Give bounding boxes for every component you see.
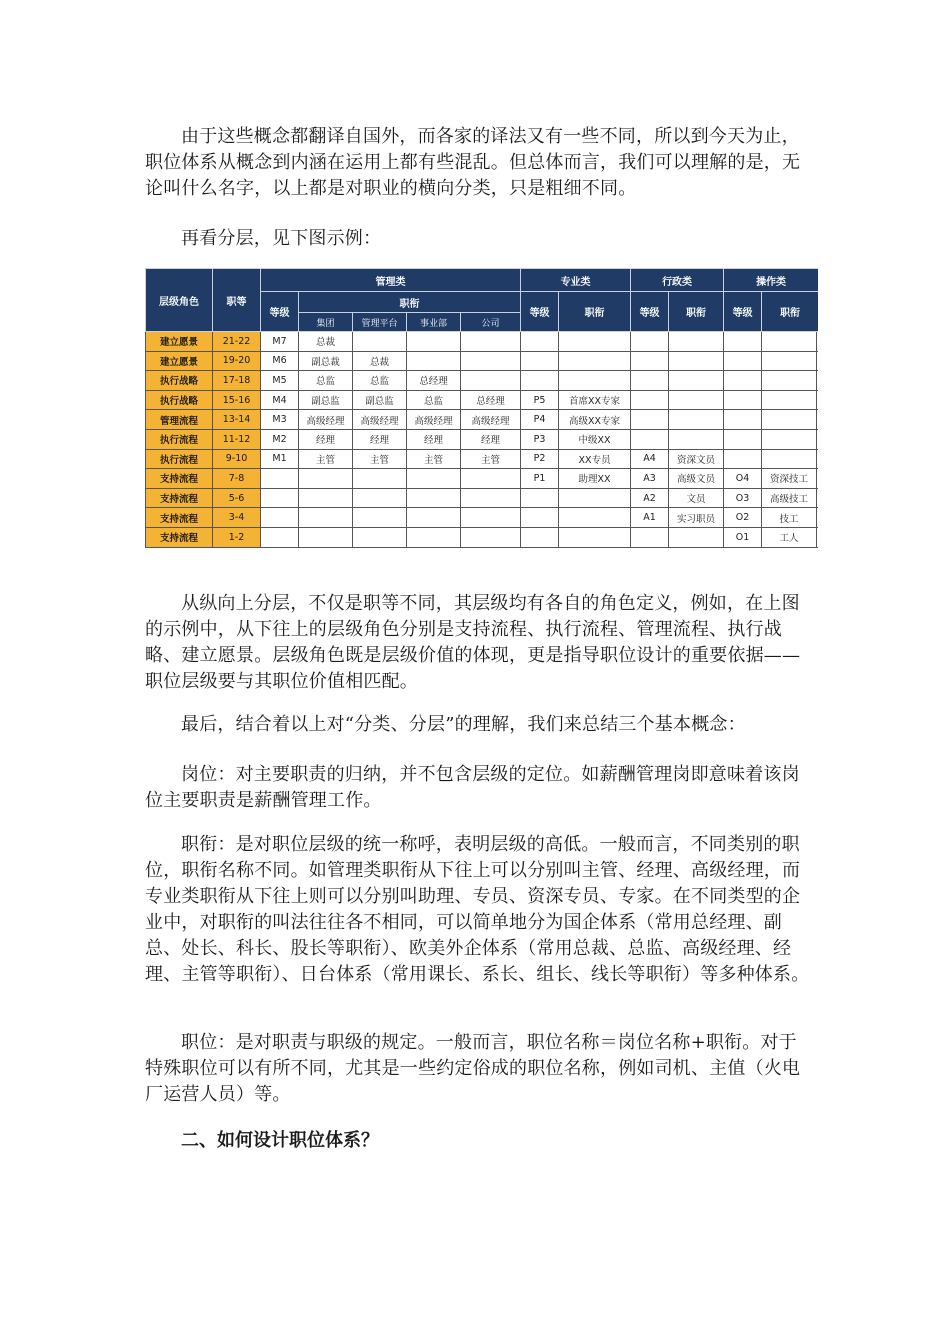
table-cell: 首席XX专家 bbox=[559, 390, 631, 410]
table-cell bbox=[559, 527, 631, 547]
role-cell: 执行战略 bbox=[146, 371, 213, 391]
table-cell: 副总裁 bbox=[299, 351, 353, 371]
header-group: 集团 bbox=[299, 313, 353, 332]
table-cell: 总裁 bbox=[299, 332, 353, 352]
role-cell: 建立愿景 bbox=[146, 332, 213, 352]
table-cell bbox=[724, 332, 762, 352]
table-row bbox=[146, 371, 819, 391]
table-cell bbox=[559, 508, 631, 528]
table-cell bbox=[724, 351, 762, 371]
table-cell: 主管 bbox=[353, 449, 407, 469]
table-cell bbox=[353, 332, 407, 352]
table-cell bbox=[461, 508, 521, 528]
table-cell: 高级技工 bbox=[762, 488, 817, 508]
table-cell: 总监 bbox=[299, 371, 353, 391]
table-cell bbox=[631, 410, 669, 430]
table-cell: 经理 bbox=[353, 429, 407, 449]
table-cell bbox=[461, 371, 521, 391]
header-rank: 职等 bbox=[213, 269, 261, 332]
table-row bbox=[146, 429, 819, 449]
table-cell: M1 bbox=[261, 449, 299, 469]
table-cell bbox=[559, 351, 631, 371]
table-cell bbox=[817, 390, 818, 410]
table-cell: 总裁 bbox=[353, 351, 407, 371]
header-ops-title: 职衔 bbox=[762, 292, 818, 332]
table-cell bbox=[669, 351, 724, 371]
table-row bbox=[146, 449, 819, 469]
rank-cell: 3-4 bbox=[213, 508, 261, 528]
rank-cell: 5-6 bbox=[213, 488, 261, 508]
table-cell: M3 bbox=[261, 410, 299, 430]
table-cell bbox=[817, 332, 818, 352]
table-cell bbox=[631, 371, 669, 391]
table-cell bbox=[521, 351, 559, 371]
role-cell: 支持流程 bbox=[146, 488, 213, 508]
rank-cell: 19-20 bbox=[213, 351, 261, 371]
table-cell bbox=[407, 351, 461, 371]
table-cell: 技工 bbox=[762, 508, 817, 528]
table-cell: 副总监 bbox=[353, 390, 407, 410]
table-row bbox=[146, 527, 819, 547]
table-cell: A2 bbox=[631, 488, 669, 508]
table-cell bbox=[762, 390, 817, 410]
table-cell bbox=[353, 527, 407, 547]
table-cell bbox=[762, 449, 817, 469]
rank-cell: 21-22 bbox=[213, 332, 261, 352]
table-row bbox=[146, 332, 819, 352]
table-cell: 经理 bbox=[299, 429, 353, 449]
rank-cell: 9-10 bbox=[213, 449, 261, 469]
table-cell: P4 bbox=[521, 410, 559, 430]
table-cell: 主管 bbox=[407, 449, 461, 469]
table-cell: 高级XX专家 bbox=[559, 410, 631, 430]
table-cell bbox=[669, 429, 724, 449]
job-level-table bbox=[145, 268, 818, 549]
table-cell bbox=[353, 508, 407, 528]
table-cell bbox=[261, 469, 299, 489]
table-cell: 主管 bbox=[299, 449, 353, 469]
table-cell bbox=[559, 488, 631, 508]
role-cell: 执行流程 bbox=[146, 449, 213, 469]
table-cell: P5 bbox=[521, 390, 559, 410]
table-cell: 经理 bbox=[407, 429, 461, 449]
table-row bbox=[146, 469, 819, 489]
header-platform: 管理平台 bbox=[353, 313, 407, 332]
table-cell bbox=[559, 371, 631, 391]
table-cell: 工人 bbox=[762, 527, 817, 547]
table-cell: 助理XX bbox=[559, 469, 631, 489]
table-cell: M5 bbox=[261, 371, 299, 391]
table-cell bbox=[461, 332, 521, 352]
header-management: 管理类 bbox=[261, 269, 521, 292]
table-cell: 实习职员 bbox=[669, 508, 724, 528]
table-cell bbox=[724, 410, 762, 430]
header-admin-grade: 等级 bbox=[631, 292, 669, 332]
table-cell bbox=[353, 469, 407, 489]
table-cell: 资深技工 bbox=[762, 469, 817, 489]
table-cell bbox=[461, 351, 521, 371]
table-cell: 总监 bbox=[407, 390, 461, 410]
table-cell bbox=[521, 371, 559, 391]
table-cell: 文员 bbox=[669, 488, 724, 508]
table-cell bbox=[631, 390, 669, 410]
table-cell bbox=[407, 469, 461, 489]
rank-cell: 11-12 bbox=[213, 429, 261, 449]
table-cell bbox=[461, 469, 521, 489]
table-cell bbox=[261, 527, 299, 547]
table-cell bbox=[299, 508, 353, 528]
header-pro-title: 职衔 bbox=[559, 292, 631, 332]
header-ops-grade: 等级 bbox=[724, 292, 762, 332]
table-cell bbox=[521, 488, 559, 508]
table-cell: O3 bbox=[724, 488, 762, 508]
section-heading: 二、如何设计职位体系？ bbox=[181, 1130, 379, 1151]
table-cell: A1 bbox=[631, 508, 669, 528]
table-cell: M4 bbox=[261, 390, 299, 410]
role-cell: 支持流程 bbox=[146, 469, 213, 489]
table-cell: P3 bbox=[521, 429, 559, 449]
table-cell bbox=[261, 508, 299, 528]
paragraph-vertical-layering: 从纵向上分层，不仅是职等不同，其层级均有各自的角色定义，例如，在上图的示例中，从下往上的层级角色分别是支持流程、执行流程、管理流程、执行战略、建立愿景。层级角色既是层级价值的体现，更是指导职位设计的重要依据——职位层级要与其职位价值相匹配。 bbox=[145, 593, 801, 692]
table-cell bbox=[762, 332, 817, 352]
table-cell bbox=[261, 488, 299, 508]
table-row bbox=[146, 488, 819, 508]
table-cell: 副总监 bbox=[299, 390, 353, 410]
table-cell: M6 bbox=[261, 351, 299, 371]
table-cell bbox=[669, 390, 724, 410]
table-cell: A4 bbox=[631, 449, 669, 469]
table-cell: 经理 bbox=[461, 429, 521, 449]
rank-cell: 15-16 bbox=[213, 390, 261, 410]
table-cell: 主管 bbox=[461, 449, 521, 469]
table-cell: O1 bbox=[724, 527, 762, 547]
header-role: 层级角色 bbox=[146, 269, 213, 332]
table-cell bbox=[521, 332, 559, 352]
table-cell: A3 bbox=[631, 469, 669, 489]
table-cell bbox=[669, 527, 724, 547]
header-mgmt-title: 职衔 bbox=[299, 292, 521, 313]
table-cell: M2 bbox=[261, 429, 299, 449]
role-cell: 管理流程 bbox=[146, 410, 213, 430]
table-cell bbox=[631, 527, 669, 547]
header-division: 事业部 bbox=[407, 313, 461, 332]
table-row bbox=[146, 351, 819, 371]
table-cell: 总经理 bbox=[461, 390, 521, 410]
table-cell bbox=[461, 527, 521, 547]
table-cell bbox=[631, 351, 669, 371]
table-row bbox=[146, 410, 819, 430]
header-admin-title: 职衔 bbox=[669, 292, 724, 332]
table-cell bbox=[817, 469, 818, 489]
table-cell bbox=[817, 371, 818, 391]
header-mgmt-grade: 等级 bbox=[261, 292, 299, 332]
table-cell bbox=[669, 410, 724, 430]
table-body bbox=[146, 332, 819, 548]
table-cell bbox=[521, 527, 559, 547]
table-row bbox=[146, 508, 819, 528]
table-cell bbox=[299, 488, 353, 508]
table-cell bbox=[631, 332, 669, 352]
table-cell: 总监 bbox=[353, 371, 407, 391]
header-professional: 专业类 bbox=[521, 269, 631, 292]
table-cell bbox=[817, 488, 818, 508]
paragraph-summary-intro: 最后，结合着以上对“分类、分层”的理解，我们来总结三个基本概念： bbox=[181, 714, 746, 735]
table-cell: 总经理 bbox=[407, 371, 461, 391]
table-cell bbox=[669, 371, 724, 391]
table-cell: 高级经理 bbox=[461, 410, 521, 430]
table-cell bbox=[762, 410, 817, 430]
table-cell bbox=[724, 371, 762, 391]
table-cell: M7 bbox=[261, 332, 299, 352]
rank-cell: 1-2 bbox=[213, 527, 261, 547]
table-cell bbox=[559, 332, 631, 352]
table-cell bbox=[724, 390, 762, 410]
paragraph-position-definition: 职位：是对职责与职级的规定。一般而言，职位名称＝岗位名称+职衔。对于特殊职位可以有所不同，尤其是一些约定俗成的职位名称，例如司机、主值（火电厂运营人员）等。 bbox=[145, 1032, 801, 1105]
table-cell: XX专员 bbox=[559, 449, 631, 469]
table-cell: 高级文员 bbox=[669, 469, 724, 489]
rank-cell: 17-18 bbox=[213, 371, 261, 391]
table-cell: P1 bbox=[521, 469, 559, 489]
rank-cell: 13-14 bbox=[213, 410, 261, 430]
table-cell bbox=[817, 351, 818, 371]
table-cell: 中级XX bbox=[559, 429, 631, 449]
paragraph-title-definition: 职衔：是对职位层级的统一称呼，表明层级的高低。一般而言，不同类别的职位，职衔名称不同。如管理类职衔从下往上可以分别叫主管、经理、高级经理，而专业类职衔从下往上则可以分别叫助理、专员、资深专员、专家。在不同类型的企业中，对职衔的叫法往往各不相同，可以简单地分为国企体系（常用总经理、副总、处长、科长、股长等职衔）、欧美外企体系（常用总裁、总监、高级经理、经理、主管等职衔）、日台体系（常用课长、系长、组长、线长等职衔）等多种体系。 bbox=[145, 834, 810, 985]
table-cell: 资深文员 bbox=[669, 449, 724, 469]
table-cell bbox=[817, 527, 818, 547]
table-cell bbox=[762, 351, 817, 371]
table-cell bbox=[762, 429, 817, 449]
paragraph-layering-intro: 再看分层，见下图示例： bbox=[181, 228, 382, 249]
table-cell: O4 bbox=[724, 469, 762, 489]
table-cell bbox=[817, 410, 818, 430]
table-cell bbox=[407, 527, 461, 547]
role-cell: 执行战略 bbox=[146, 390, 213, 410]
role-cell: 建立愿景 bbox=[146, 351, 213, 371]
table-cell bbox=[353, 488, 407, 508]
table-cell bbox=[669, 332, 724, 352]
table-cell: 高级经理 bbox=[407, 410, 461, 430]
table-cell: 高级经理 bbox=[353, 410, 407, 430]
job-level-grid bbox=[145, 268, 818, 548]
table-cell: P2 bbox=[521, 449, 559, 469]
table-cell bbox=[724, 449, 762, 469]
header-pro-grade: 等级 bbox=[521, 292, 559, 332]
header-administrative: 行政类 bbox=[631, 269, 724, 292]
table-cell bbox=[817, 508, 818, 528]
role-cell: 支持流程 bbox=[146, 527, 213, 547]
table-cell bbox=[299, 527, 353, 547]
table-cell bbox=[461, 488, 521, 508]
role-cell: 支持流程 bbox=[146, 508, 213, 528]
paragraph-post-definition: 岗位：对主要职责的归纳，并不包含层级的定位。如薪酬管理岗即意味着该岗位主要职责是薪酬管理工作。 bbox=[145, 764, 800, 811]
table-cell bbox=[407, 332, 461, 352]
role-cell: 执行流程 bbox=[146, 429, 213, 449]
paragraph-intro: 由于这些概念都翻译自国外，而各家的译法又有一些不同，所以到今天为止，职位体系从概念到内涵在运用上都有些混乱。但总体而言，我们可以理解的是，无论叫什么名字，以上都是对职业的横向分类，只是粗细不同。 bbox=[145, 126, 801, 199]
table-cell bbox=[724, 429, 762, 449]
table-cell: O2 bbox=[724, 508, 762, 528]
table-cell bbox=[407, 488, 461, 508]
rank-cell: 7-8 bbox=[213, 469, 261, 489]
table-cell bbox=[817, 449, 818, 469]
table-cell bbox=[299, 469, 353, 489]
table-cell bbox=[817, 429, 818, 449]
table-cell bbox=[521, 508, 559, 528]
header-operations: 操作类 bbox=[724, 269, 818, 292]
table-cell bbox=[631, 429, 669, 449]
table-cell bbox=[407, 508, 461, 528]
table-cell bbox=[762, 371, 817, 391]
table-cell: 高级经理 bbox=[299, 410, 353, 430]
table-row bbox=[146, 390, 819, 410]
header-company: 公司 bbox=[461, 313, 521, 332]
